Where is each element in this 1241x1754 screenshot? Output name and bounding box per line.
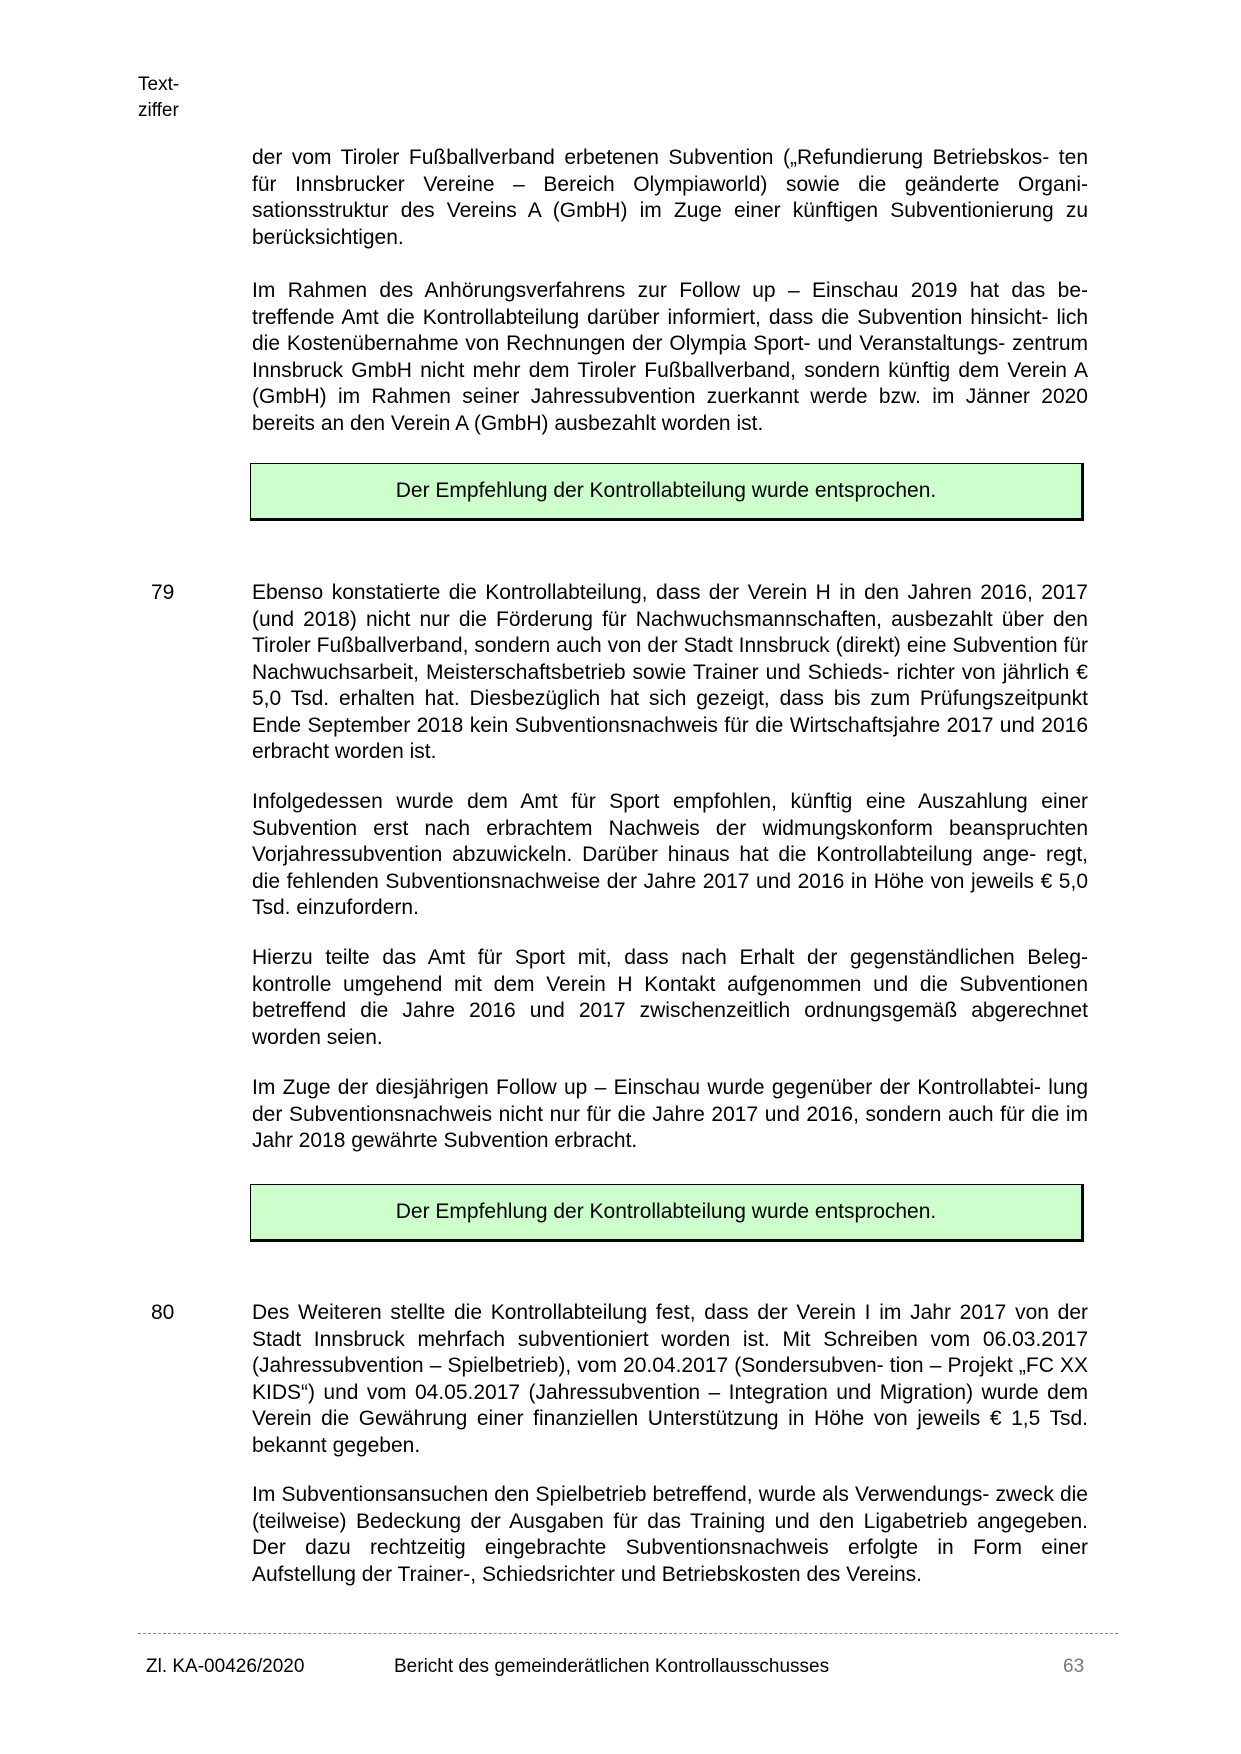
paragraph-5: Hierzu teilte das Amt für Sport mit, dass nach Erhalt der gegenständlichen Beleg- kontrolle umgehend mit dem Verein H Kontakt aufgenommen und die Subventionen betreffend die Jahre 2016 und 2017 zwischenzeitlich ordnungsgemäß abgerechnet worden seien. [252,946,1088,1049]
paragraph-3: Ebenso konstatierte die Kontrollabteilung, dass der Verein H in den Jahren 2016, 2017 (und 2018) nicht nur die Förderung für Nachwuchsmannschaften, ausbezahlt über den Tiroler Fußballverband, sondern auch von der Stadt Innsbruck (direkt) eine Subvention für Nachwuchsarbeit, Meisterschaftsbetrieb sowie Trainer und Schieds- richter von jährlich € 5,0 Tsd. erhalten hat. Diesbezüglich hat sich gezeigt, dass bis zum Prüfungszeitpunkt Ende September 2018 kein Subventionsnachweis für die Wirtschaftsjahre 2017 und 2016 erbracht worden ist. [252,581,1088,763]
footer-title: Bericht des gemeinderätlichen Kontrollausschusses [394,1656,830,1677]
margin-label-textziffer: Text- ziffer [138,74,180,121]
recommendation-text-2: Der Empfehlung der Kontrollabteilung wurde entsprochen. [395,1200,937,1223]
paragraph-6: Im Zuge der diesjährigen Follow up – Einschau wurde gegenüber der Kontrollabtei- lung der Subventionsnachweis nicht nur für die Jahre 2017 und 2016, sondern auch für die im Jahr 2018 gewährte Subvention erbracht. [252,1076,1088,1152]
footer-divider [138,1633,1118,1634]
paragraph-7: Des Weiteren stellte die Kontrollabteilung fest, dass der Verein I im Jahr 2017 von der Stadt Innsbruck mehrfach subventioniert worden ist. Mit Schreiben vom 06.03.2017 (Jahressubvention – Spielbetrieb), vom 20.04.2017 (Sondersubven- tion – Projekt „FC XX KIDS“) und vom 04.05.2017 (Jahressubvention – Integration und Migration) wurde dem Verein die Gewährung einer finanziellen Unterstützung in Höhe von jeweils € 1,5 Tsd. bekannt gegeben. [252,1301,1088,1457]
page-number: 63 [1063,1656,1085,1677]
textziffer-80: 80 [151,1301,175,1324]
paragraph-1: der vom Tiroler Fußballverband erbetenen Subvention („Refundierung Betriebskos- ten für Innsbrucker Vereine – Bereich Olympiaworld) sowie die geänderte Organi- sationsstruktur des Vereins A (GmbH) im Zuge einer künftigen Subventionierung zu berücksichtigen. [252,146,1088,249]
paragraph-4: Infolgedessen wurde dem Amt für Sport empfohlen, künftig eine Auszahlung einer Subvention erst nach erbrachtem Nachweis der widmungskonform beanspruchten Vorjahressubvention abzuwickeln. Darüber hinaus hat die Kontrollabteilung ange- regt, die fehlenden Subventionsnachweise der Jahre 2017 und 2016 in Höhe von jeweils € 5,0 Tsd. einzufordern. [252,790,1088,919]
footer-reference: Zl. KA-00426/2020 [146,1656,305,1677]
recommendation-text-1: Der Empfehlung der Kontrollabteilung wurde entsprochen. [395,479,937,502]
recommendation-box-1 [250,463,1084,521]
paragraph-8: Im Subventionsansuchen den Spielbetrieb betreffend, wurde als Verwendungs- zweck die (teilweise) Bedeckung der Ausgaben für das Training und den Ligabetrieb angegeben. Der dazu rechtzeitig eingebrachte Subventionsnachweis erfolgte in Form einer Aufstellung der Trainer-, Schiedsrichter und Betriebskosten des Vereins. [252,1483,1088,1586]
paragraph-2: Im Rahmen des Anhörungsverfahrens zur Follow up – Einschau 2019 hat das be- treffende Amt die Kontrollabteilung darüber informiert, dass die Subvention hinsicht- lich die Kostenübernahme von Rechnungen der Olympia Sport- und Veranstaltungs- zentrum Innsbruck GmbH nicht mehr dem Tiroler Fußballverband, sondern künftig dem Verein A (GmbH) im Rahmen seiner Jahressubvention zuerkannt werde bzw. im Jänner 2020 bereits an den Verein A (GmbH) ausbezahlt worden ist. [252,279,1088,435]
textziffer-79: 79 [151,581,175,604]
recommendation-box-2 [250,1184,1084,1242]
